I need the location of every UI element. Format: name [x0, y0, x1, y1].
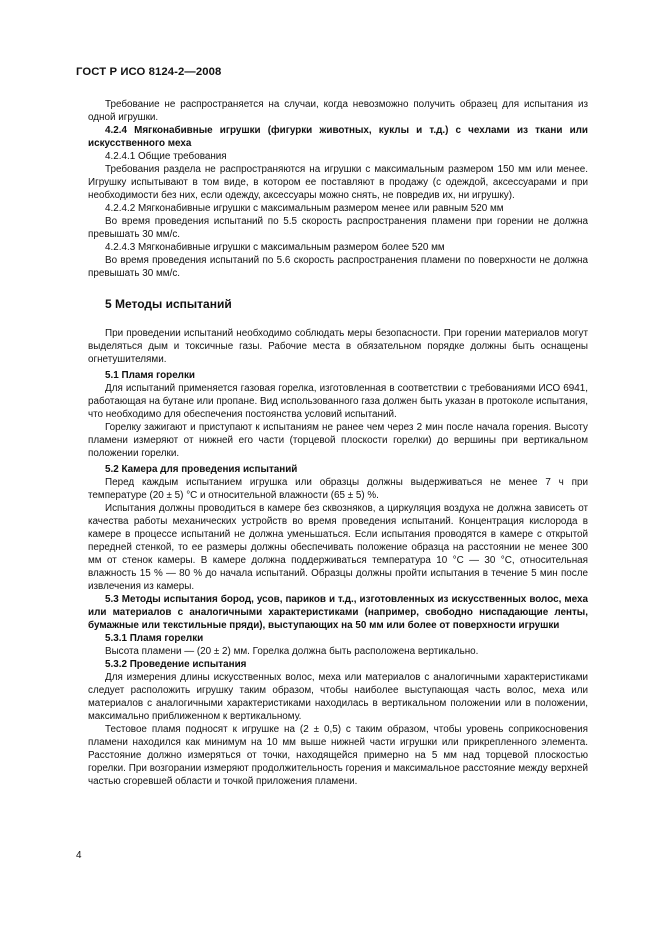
subsection-5-3-2-title: 5.3.2 Проведение испытания: [105, 659, 247, 670]
subsection-5-1-title: 5.1 Пламя горелки: [105, 370, 195, 381]
section-5-intro: При проведении испытаний необходимо соблюдать меры безопасности. При горении материалов могут выделяться дым и токсичные газы. Рабочие места в обязательном порядке должны быть оснащены огнетушителями.: [88, 328, 588, 365]
subsection-4-2-4-title: 4.2.4 Мягконабивные игрушки (фигурки животных, куклы и т.д.) с чехлами из ткани или искусственного меха: [88, 125, 588, 149]
paragraph-5-1-b: Горелку зажигают и приступают к испытаниям не ранее чем через 2 мин после начала горения. Высоту пламени измеряют от нижней его части (торцевой плоскости горелки) до вершины при вертикальном положении горелки.: [88, 422, 588, 459]
paragraph-4-2-4-3: Во время проведения испытаний по 5.6 скорость распространения пламени по поверхности не должна превышать 30 мм/с.: [88, 255, 588, 279]
subsection-4-2-4-2-title: 4.2.4.2 Мягконабивные игрушки с максимальным размером менее или равным 520 мм: [105, 203, 504, 214]
document-body: [88, 98, 588, 788]
paragraph-not-applicable: Требование не распространяется на случаи, когда невозможно получить образец для испытания из одной игрушки.: [88, 99, 588, 123]
subsection-4-2-4-3-title: 4.2.4.3 Мягконабивные игрушки с максимальным размером более 520 мм: [105, 242, 445, 253]
paragraph-5-3-2-b: Тестовое пламя подносят к игрушке на (2 ± 0,5) с таким образом, чтобы уровень соприкосновения пламени находился как минимум на 10 мм выше нижней части игрушки или прикрепленного элемента. Расстояние должно измеряться от точки, находящейся примерно на 5 мм над торцевой плоскостью горелки. При возгорании измеряют продолжительность горения и максимальное расстояние между верхней частью сгоревшей области и точкой приложения пламени.: [88, 724, 588, 787]
section-5-title: 5 Методы испытаний: [105, 297, 232, 311]
paragraph-5-3-1: Высота пламени — (20 ± 2) мм. Горелка должна быть расположена вертикально.: [105, 646, 479, 657]
subsection-5-2-title: 5.2 Камера для проведения испытаний: [105, 464, 298, 475]
subsection-5-3-1-title: 5.3.1 Пламя горелки: [105, 633, 204, 644]
subsection-5-3-title: 5.3 Методы испытания бород, усов, париков и т.д., изготовленных из искусственных волос, меха или материалов с аналогичными характеристиками (например, свободно ниспадающие ленты, бумажные или текстильные пряди), выступающих на 50 мм или более от поверхности игрушки: [88, 594, 588, 631]
paragraph-5-2-b: Испытания должны проводиться в камере без сквозняков, а циркуляция воздуха не должна зависеть от качества работы механических устройств во время проведения испытаний. Концентрация кислорода в камере в процессе испытаний не должна уменьшаться. Если испытания проводятся в камере с открытой передней стенкой, то ее размеры должны обеспечивать положение образца на расстоянии не менее 300 мм от стенок камеры. В камере должна поддерживаться температура 10 °С — 30 °С, относительная влажность 15 % — 80 % до начала испытаний. Образцы должны пройти испытания в течение 5 мин после извлечения из камеры.: [88, 503, 588, 592]
paragraph-5-2-a: Перед каждым испытанием игрушка или образцы должны выдерживаться не менее 7 ч при температуре (20 ± 5) °С и относительной влажности (65 ± 5) %.: [88, 477, 588, 501]
paragraph-4-2-4-2: Во время проведения испытаний по 5.5 скорость распространения пламени при горении не должна превышать 30 мм/с.: [88, 216, 588, 240]
page-number: 4: [76, 850, 82, 861]
paragraph-4-2-4-1: Требования раздела не распространяются на игрушки с максимальным размером 150 мм или менее. Игрушку испытывают в том виде, в котором ее поставляют в продажу (с одеждой, аксессуарами и при необходимости без них, если одежду, аксессуары можно снять, не повредив их, ни игрушку).: [88, 164, 588, 201]
subsection-4-2-4-1-title: 4.2.4.1 Общие требования: [105, 151, 227, 162]
paragraph-5-1-a: Для испытаний применяется газовая горелка, изготовленная в соответствии с требованиями ИСО 6941, работающая на бутане или пропане. Вид использованного газа должен быть указан в протоколе испытания, что необходимо для обеспечения постоянства условий испытаний.: [88, 383, 588, 420]
document-header: ГОСТ Р ИСО 8124-2—2008: [76, 66, 222, 78]
paragraph-5-3-2-a: Для измерения длины искусственных волос, меха или материалов с аналогичными характеристиками следует расположить игрушку таким образом, чтобы наиболее выступающая часть волос, меха или материалов с аналогичными характеристиками находилась в вертикальном положении или в положении, максимально приближенном к вертикальному.: [88, 672, 588, 722]
